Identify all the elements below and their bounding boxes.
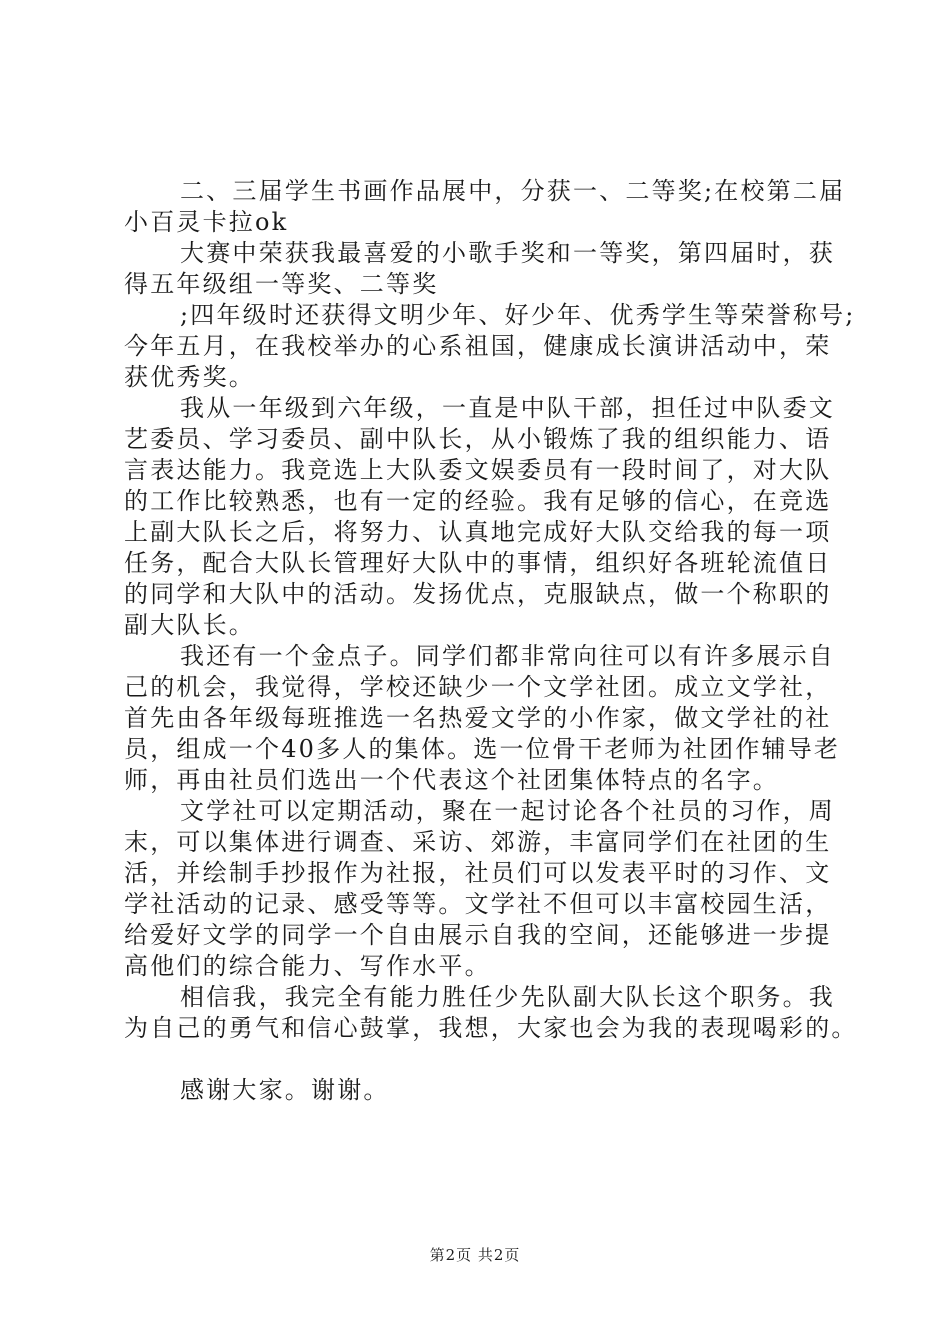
text-line: 活，并绘制手抄报作为社报，社员们可以发表平时的习作、文	[124, 859, 832, 887]
text-line: 得五年级组一等奖、二等奖	[124, 270, 439, 298]
text-line: 师，再由社员们选出一个代表这个社团集体特点的名字。	[124, 766, 779, 794]
text-line: 小百灵卡拉ok	[124, 208, 289, 236]
text-line: 给爱好文学的同学一个自由展示自我的空间，还能够进一步提	[124, 921, 832, 949]
text-line: 的工作比较熟悉，也有一定的经验。我有足够的信心，在竞选	[124, 487, 832, 515]
text-line: 首先由各年级每班推选一名热爱文学的小作家，做文学社的社	[124, 704, 832, 732]
text-line: 二、三届学生书画作品展中，分获一、二等奖;在校第二届	[180, 177, 846, 205]
text-line: 艺委员、学习委员、副中队长，从小锻炼了我的组织能力、语	[124, 425, 832, 453]
text-line: 末，可以集体进行调查、采访、郊游，丰富同学们在社团的生	[124, 828, 832, 856]
document-body	[124, 176, 858, 1106]
text-line: 大赛中荣获我最喜爱的小歌手奖和一等奖，第四届时，获	[180, 239, 835, 267]
text-line: 任务，配合大队长管理好大队中的事情，组织好各班轮流值日	[124, 549, 832, 577]
text-line: 为自己的勇气和信心鼓掌，我想，大家也会为我的表现喝彩的。	[124, 1014, 858, 1042]
text-line: 我从一年级到六年级，一直是中队干部，担任过中队委文	[180, 394, 835, 422]
page-footer: 第2页 共2页	[429, 1246, 521, 1264]
text-line: 学社活动的记录、感受等等。文学社不但可以丰富校园生活，	[124, 890, 832, 918]
text-line: 言表达能力。我竞选上大队委文娱委员有一段时间了，对大队	[124, 456, 832, 484]
text-line: 的同学和大队中的活动。发扬优点，克服缺点，做一个称职的	[124, 580, 832, 608]
text-line: 己的机会，我觉得，学校还缺少一个文学社团。成立文学社，	[124, 673, 832, 701]
text-line: 今年五月，在我校举办的心系祖国，健康成长演讲活动中，荣	[124, 332, 832, 360]
text-line: 获优秀奖。	[124, 363, 255, 391]
text-line: ;四年级时还获得文明少年、好少年、优秀学生等荣誉称号;	[180, 301, 856, 329]
text-line: 相信我，我完全有能力胜任少先队副大队长这个职务。我	[180, 983, 835, 1011]
text-line: 员，组成一个40多人的集体。选一位骨干老师为社团作辅导老	[124, 735, 841, 763]
text-line: 副大队长。	[124, 611, 255, 639]
closing-line: 感谢大家。谢谢。	[180, 1076, 390, 1104]
text-line: 文学社可以定期活动，聚在一起讨论各个社员的习作，周	[180, 797, 835, 825]
text-line: 高他们的综合能力、写作水平。	[124, 952, 491, 980]
text-line: 上副大队长之后，将努力、认真地完成好大队交给我的每一项	[124, 518, 832, 546]
text-line: 我还有一个金点子。同学们都非常向往可以有许多展示自	[180, 642, 835, 670]
